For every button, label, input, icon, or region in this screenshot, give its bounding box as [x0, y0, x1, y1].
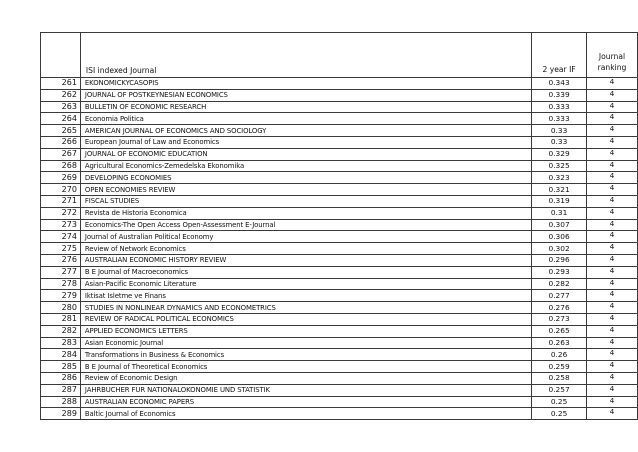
journal-name-cell: Asian-Pacific Economic Literature [80, 278, 531, 290]
impact-factor-cell: 0.26 [532, 349, 587, 361]
journal-name-cell: AUSTRALIAN ECONOMIC HISTORY REVIEW [80, 254, 531, 266]
table-row [41, 290, 638, 302]
table-row [41, 361, 638, 373]
table-row [41, 125, 638, 137]
row-number-cell: 267 [41, 148, 81, 160]
journal-name-cell: Iktisat Isletme ve Finans [80, 290, 531, 302]
row-number-cell: 286 [41, 372, 81, 384]
table-row [41, 372, 638, 384]
row-number-cell: 261 [41, 78, 81, 90]
journal-name-cell: REVIEW OF RADICAL POLITICAL ECONOMICS [80, 313, 531, 325]
row-number-cell: 287 [41, 384, 81, 396]
row-number-cell: 273 [41, 219, 81, 231]
row-number-cell: 277 [41, 266, 81, 278]
journal-name-cell: JOURNAL OF POSTKEYNESIAN ECONOMICS [80, 89, 531, 101]
row-number-cell: 269 [41, 172, 81, 184]
impact-factor-cell: 0.319 [532, 195, 587, 207]
ranking-cell: 4 [587, 313, 638, 325]
ranking-cell: 4 [587, 337, 638, 349]
ranking-cell: 4 [587, 325, 638, 337]
row-number-cell: 276 [41, 254, 81, 266]
ranking-cell: 4 [587, 113, 638, 125]
table-row [41, 396, 638, 408]
ranking-cell: 4 [587, 384, 638, 396]
table-row [41, 89, 638, 101]
ranking-cell: 4 [587, 396, 638, 408]
journal-name-cell: Agricultural Economics-Zemedelska Ekonomika [80, 160, 531, 172]
ranking-cell: 4 [587, 254, 638, 266]
impact-factor-cell: 0.31 [532, 207, 587, 219]
ranking-cell: 4 [587, 278, 638, 290]
impact-factor-cell: 0.25 [532, 396, 587, 408]
ranking-cell: 4 [587, 231, 638, 243]
row-number-cell: 264 [41, 113, 81, 125]
ranking-cell: 4 [587, 195, 638, 207]
table-row [41, 172, 638, 184]
impact-factor-cell: 0.263 [532, 337, 587, 349]
table-row [41, 207, 638, 219]
impact-factor-cell: 0.276 [532, 302, 587, 314]
row-number-cell: 265 [41, 125, 81, 137]
ranking-cell: 4 [587, 349, 638, 361]
header-ranking-label: Journal ranking [597, 52, 627, 72]
ranking-cell: 4 [587, 361, 638, 373]
ranking-cell: 4 [587, 219, 638, 231]
table-row [41, 184, 638, 196]
impact-factor-cell: 0.277 [532, 290, 587, 302]
ranking-cell: 4 [587, 266, 638, 278]
table-row [41, 408, 638, 420]
ranking-cell: 4 [587, 136, 638, 148]
journal-ranking-table [40, 32, 638, 420]
header-if-label: 2 year IF [542, 65, 576, 74]
impact-factor-cell: 0.302 [532, 243, 587, 255]
journal-name-cell: APPLIED ECONOMICS LETTERS [80, 325, 531, 337]
journal-name-cell: Review of Economic Design [80, 372, 531, 384]
table-row [41, 243, 638, 255]
journal-name-cell: JOURNAL OF ECONOMIC EDUCATION [80, 148, 531, 160]
ranking-cell: 4 [587, 172, 638, 184]
row-number-cell: 266 [41, 136, 81, 148]
ranking-cell: 4 [587, 160, 638, 172]
row-number-cell: 285 [41, 361, 81, 373]
impact-factor-cell: 0.325 [532, 160, 587, 172]
table-row [41, 349, 638, 361]
impact-factor-cell: 0.333 [532, 101, 587, 113]
table-row [41, 302, 638, 314]
journal-name-cell: Asian Economic Journal [80, 337, 531, 349]
row-number-cell: 282 [41, 325, 81, 337]
table-row [41, 101, 638, 113]
table-row [41, 337, 638, 349]
row-number-cell: 270 [41, 184, 81, 196]
ranking-cell: 4 [587, 290, 638, 302]
impact-factor-cell: 0.307 [532, 219, 587, 231]
impact-factor-cell: 0.343 [532, 78, 587, 90]
row-number-cell: 288 [41, 396, 81, 408]
table-row [41, 136, 638, 148]
table-row [41, 278, 638, 290]
impact-factor-cell: 0.333 [532, 113, 587, 125]
header-number-cell [41, 33, 81, 78]
row-number-cell: 283 [41, 337, 81, 349]
journal-name-cell: DEVELOPING ECONOMIES [80, 172, 531, 184]
row-number-cell: 279 [41, 290, 81, 302]
table-row [41, 195, 638, 207]
row-number-cell: 275 [41, 243, 81, 255]
ranking-cell: 4 [587, 302, 638, 314]
journal-name-cell: FISCAL STUDIES [80, 195, 531, 207]
impact-factor-cell: 0.33 [532, 125, 587, 137]
journal-name-cell: STUDIES IN NONLINEAR DYNAMICS AND ECONOMETRICS [80, 302, 531, 314]
header-ranking-cell [587, 33, 638, 78]
journal-name-cell: AUSTRALIAN ECONOMIC PAPERS [80, 396, 531, 408]
table-row [41, 325, 638, 337]
impact-factor-cell: 0.306 [532, 231, 587, 243]
impact-factor-cell: 0.323 [532, 172, 587, 184]
journal-name-cell: JAHRBUCHER FUR NATIONALOKONOMIE UND STATISTIK [80, 384, 531, 396]
impact-factor-cell: 0.296 [532, 254, 587, 266]
ranking-cell: 4 [587, 89, 638, 101]
row-number-cell: 263 [41, 101, 81, 113]
header-journal-cell: ISI indexed Journal [80, 33, 531, 78]
ranking-cell: 4 [587, 372, 638, 384]
journal-name-cell: EKONOMICKYCASOPIS [80, 78, 531, 90]
row-number-cell: 271 [41, 195, 81, 207]
table-row [41, 148, 638, 160]
row-number-cell: 289 [41, 408, 81, 420]
journal-name-cell: Baltic Journal of Economics [80, 408, 531, 420]
table-row [41, 78, 638, 90]
ranking-cell: 4 [587, 408, 638, 420]
impact-factor-cell: 0.329 [532, 148, 587, 160]
table-row [41, 219, 638, 231]
ranking-cell: 4 [587, 207, 638, 219]
table-row [41, 384, 638, 396]
row-number-cell: 262 [41, 89, 81, 101]
impact-factor-cell: 0.259 [532, 361, 587, 373]
impact-factor-cell: 0.339 [532, 89, 587, 101]
impact-factor-cell: 0.293 [532, 266, 587, 278]
row-number-cell: 268 [41, 160, 81, 172]
ranking-cell: 4 [587, 125, 638, 137]
journal-name-cell: Economics-The Open Access Open-Assessment E-Journal [80, 219, 531, 231]
impact-factor-cell: 0.265 [532, 325, 587, 337]
table-row [41, 266, 638, 278]
journal-name-cell: Revista de Historia Economica [80, 207, 531, 219]
table-row [41, 231, 638, 243]
journal-name-cell: Transformations in Business & Economics [80, 349, 531, 361]
impact-factor-cell: 0.25 [532, 408, 587, 420]
journal-name-cell: BULLETIN OF ECONOMIC RESEARCH [80, 101, 531, 113]
table-header-row [41, 33, 638, 78]
impact-factor-cell: 0.273 [532, 313, 587, 325]
row-number-cell: 278 [41, 278, 81, 290]
row-number-cell: 272 [41, 207, 81, 219]
journal-name-cell: AMERICAN JOURNAL OF ECONOMICS AND SOCIOLOGY [80, 125, 531, 137]
row-number-cell: 280 [41, 302, 81, 314]
ranking-cell: 4 [587, 243, 638, 255]
journal-name-cell: Journal of Australian Political Economy [80, 231, 531, 243]
table-row [41, 113, 638, 125]
journal-name-cell: Review of Network Economics [80, 243, 531, 255]
header-if-cell [532, 33, 587, 78]
ranking-cell: 4 [587, 148, 638, 160]
impact-factor-cell: 0.282 [532, 278, 587, 290]
journal-name-cell: Economia Politica [80, 113, 531, 125]
impact-factor-cell: 0.321 [532, 184, 587, 196]
impact-factor-cell: 0.33 [532, 136, 587, 148]
table-row [41, 313, 638, 325]
row-number-cell: 281 [41, 313, 81, 325]
ranking-cell: 4 [587, 184, 638, 196]
journal-name-cell: OPEN ECONOMIES REVIEW [80, 184, 531, 196]
impact-factor-cell: 0.257 [532, 384, 587, 396]
journal-name-cell: B E Journal of Theoretical Economics [80, 361, 531, 373]
impact-factor-cell: 0.258 [532, 372, 587, 384]
journal-name-cell: B E Journal of Macroeconomics [80, 266, 531, 278]
ranking-cell: 4 [587, 78, 638, 90]
table-row [41, 254, 638, 266]
table-row [41, 160, 638, 172]
row-number-cell: 274 [41, 231, 81, 243]
ranking-cell: 4 [587, 101, 638, 113]
journal-name-cell: European Journal of Law and Economics [80, 136, 531, 148]
table-body [41, 33, 638, 420]
row-number-cell: 284 [41, 349, 81, 361]
